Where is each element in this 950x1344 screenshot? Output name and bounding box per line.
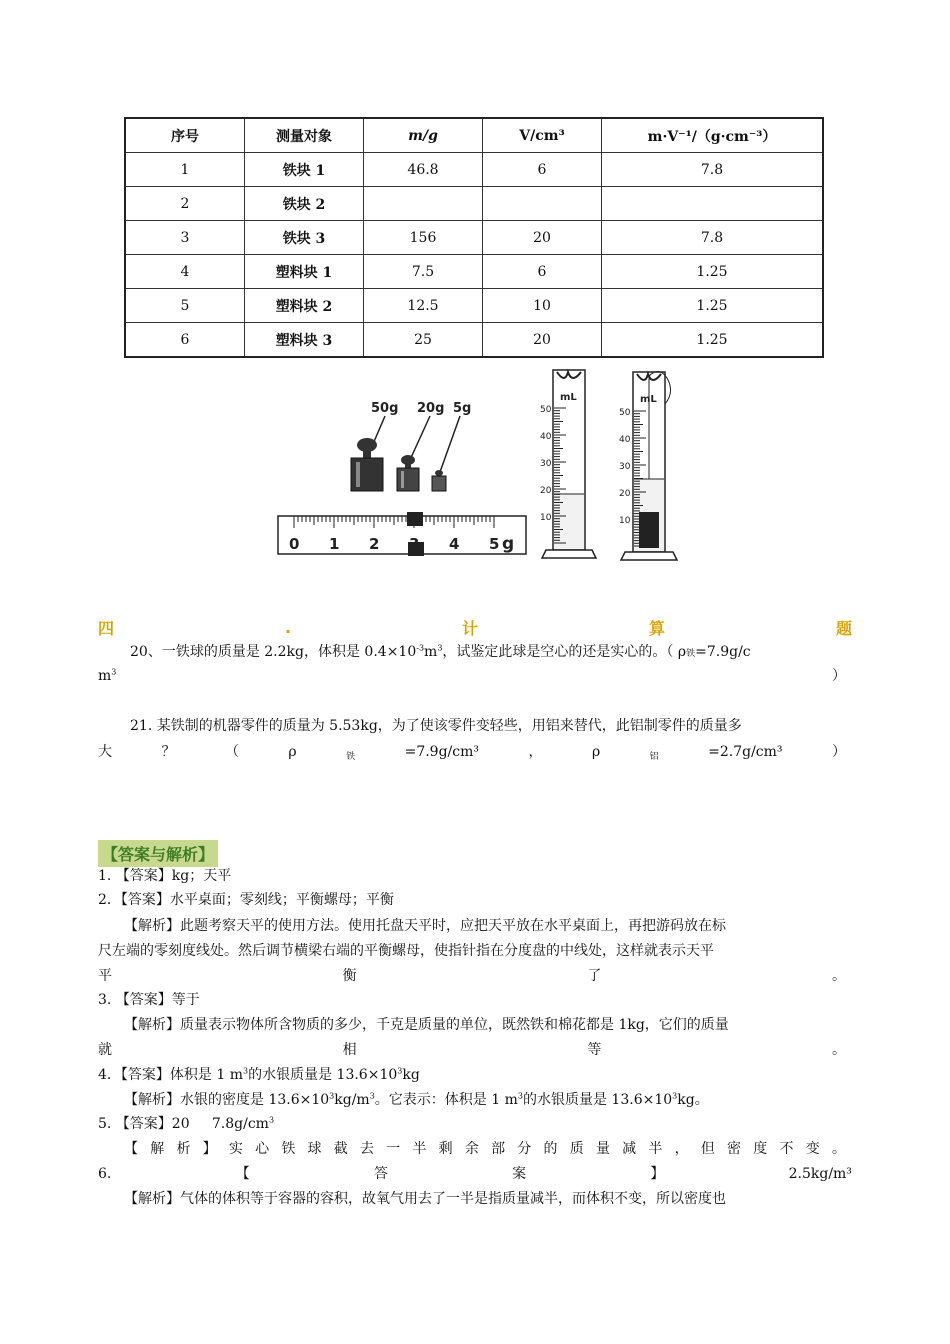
table-cell: 6 <box>483 153 602 187</box>
section-char: 计 <box>462 618 479 638</box>
answers-heading: 【答案与解析】 <box>98 840 218 867</box>
table-cell: 塑料块 3 <box>245 323 364 358</box>
explanation-2-line-1: 【解析】此题考察天平的使用方法。使用托盘天平时，应把天平放在水平桌面上，再把游码放在标 <box>124 918 726 934</box>
measuring-cylinder-with-object <box>615 364 685 564</box>
weight-label-50g: 50g <box>371 401 399 416</box>
table-cell: 塑料块 2 <box>245 289 364 323</box>
section-char: . <box>284 617 292 637</box>
table-cell: 塑料块 1 <box>245 255 364 289</box>
table-cell: 7.8 <box>602 153 824 187</box>
cylinder-2-tick-20: 20 <box>619 489 631 499</box>
cylinder-1-tick-20: 20 <box>540 486 552 496</box>
submerged-object <box>639 512 659 548</box>
table-cell: 6 <box>483 255 602 289</box>
cylinder-1-tick-50: 50 <box>540 405 552 415</box>
table-cell: 7.8 <box>602 221 824 255</box>
header-object: 测量对象 <box>245 118 364 153</box>
weight-label-20g: 20g <box>417 401 445 416</box>
scale-label-2: 2 <box>369 535 380 553</box>
table-cell: 156 <box>364 221 483 255</box>
table-cell: 46.8 <box>364 153 483 187</box>
question-21-line-1: 21. 某铁制的机器零件的质量为 5.53kg，为了使该零件变轻些，用铝来替代，此铝制零件的质量多 <box>130 718 742 734</box>
table-cell: 6 <box>125 323 245 358</box>
cylinder-2-tick-10: 10 <box>619 516 631 526</box>
explanation-4: 【解析】水银的密度是 $13.6\times 10^3kg/m^3$。它表示：体积是 1 $m^3$的水银质量是 $13.6\times 10^3kg$。 <box>124 1091 709 1108</box>
balance-weights-figure <box>270 362 532 562</box>
rider-bottom <box>408 542 424 556</box>
rider-scale <box>278 512 526 556</box>
answer-2: 2．【答案】水平桌面；零刻线；平衡螺母；平衡 <box>98 892 394 908</box>
weight-label-5g: 5g <box>453 401 472 416</box>
table-cell <box>364 187 483 221</box>
scale-label-0: 0 <box>289 535 300 553</box>
section-char: 算 <box>648 618 665 638</box>
cylinder-2-tick-50: 50 <box>619 408 631 418</box>
cylinder-2-tick-40: 40 <box>619 435 631 445</box>
header-volume: V/cm³ <box>483 118 602 153</box>
explanation-3-line-2: 就 相 等 。 <box>98 1042 846 1058</box>
explanation-6: 【解析】气体的体积等于容器的容积，故氧气用去了一半是指质量减半，而体积不变，所以密度也 <box>124 1191 726 1207</box>
table-header-row <box>125 118 823 153</box>
table-row <box>125 187 823 221</box>
question-21-line-2: 大 ？ （ ρ 铁 =7.9g/cm³ ， ρ 铝 =2.7g/cm³ ） <box>98 744 846 762</box>
table-cell: 4 <box>125 255 245 289</box>
table-cell: 12.5 <box>364 289 483 323</box>
table-body <box>125 153 823 358</box>
weight-labels <box>371 401 471 416</box>
table-cell: 7.5 <box>364 255 483 289</box>
measurement-table <box>124 117 824 358</box>
table-row <box>125 255 823 289</box>
explanation-2-line-3: 平 衡 了 。 <box>98 968 846 984</box>
question-20-line-1: 20、一铁球的质量是 2.2kg，体积是 $0.4\times 10^{-3}m^3$，试鉴定此球是空心的还是实心的。（ ρ铁=7.9g/c <box>130 643 751 660</box>
table-cell: 铁块 3 <box>245 221 364 255</box>
scale-label-4: 4 <box>449 535 460 553</box>
table-cell: 2 <box>125 187 245 221</box>
weight-20g <box>397 455 419 491</box>
explanation-2-line-2: 尺左端的零刻度线处。然后调节横梁右端的平衡螺母，使指针指在分度盘的中线处，这样就表示天平 <box>98 943 714 959</box>
cylinder-1-tick-10: 10 <box>540 513 552 523</box>
question-20-line-2: $m^3$ ） <box>98 667 846 684</box>
table-cell: 1.25 <box>602 323 824 358</box>
weight-50g <box>351 438 383 491</box>
table-cell: 20 <box>483 221 602 255</box>
table-cell: 20 <box>483 323 602 358</box>
cylinder-1-tick-40: 40 <box>540 432 552 442</box>
table-cell <box>602 187 824 221</box>
scale-label-1: 1 <box>329 535 340 553</box>
table-cell: 铁块 1 <box>245 153 364 187</box>
table-cell: 铁块 2 <box>245 187 364 221</box>
header-mass: m/g <box>364 118 483 153</box>
weight-5g <box>432 470 446 491</box>
answer-6: 6. 【 答 案 】 2.5kg/m³ <box>98 1166 852 1182</box>
table-cell <box>483 187 602 221</box>
scale-label-5: 5 <box>489 535 500 553</box>
header-ratio: m·V⁻¹/（g·cm⁻³） <box>602 118 824 153</box>
section-heading-calculation <box>98 616 852 638</box>
measuring-cylinder-water <box>538 364 600 560</box>
explanation-5: 【 解 析 】 实 心 铁 球 截 去 一 半 剩 余 部 分 的 质 量 减 半 ， 但 密 度 不 变 。 <box>124 1141 846 1157</box>
table-cell: 5 <box>125 289 245 323</box>
table-cell: 25 <box>364 323 483 358</box>
rider-top <box>407 512 423 526</box>
answer-4: 4．【答案】体积是 1 $m^3$的水银质量是 $13.6\times 10^3kg$ <box>98 1066 420 1083</box>
answer-5: 5. 【答案】20 $7.8g/cm^3$ <box>98 1115 275 1132</box>
table-cell: 1.25 <box>602 289 824 323</box>
header-index: 序号 <box>125 118 245 153</box>
table-row <box>125 221 823 255</box>
table-row <box>125 289 823 323</box>
table-cell: 1 <box>125 153 245 187</box>
answer-3: 3. 【答案】等于 <box>98 992 200 1008</box>
cylinder-2-unit: mL <box>640 394 657 405</box>
section-char: 题 <box>835 618 852 638</box>
table-row <box>125 153 823 187</box>
cylinder-1-tick-30: 30 <box>540 459 552 469</box>
table-cell: 3 <box>125 221 245 255</box>
explanation-3-line-1: 【解析】质量表示物体所含物质的多少，千克是质量的单位，既然铁和棉花都是 1kg，它们的质量 <box>124 1017 729 1033</box>
table-cell: 10 <box>483 289 602 323</box>
cylinder-1-unit: mL <box>560 392 577 403</box>
table-row <box>125 323 823 358</box>
table-cell: 1.25 <box>602 255 824 289</box>
cylinder-2-tick-30: 30 <box>619 462 631 472</box>
answer-1: 1. 【答案】kg；天平 <box>98 868 232 884</box>
section-char: 四 <box>98 618 115 638</box>
scale-unit: g <box>502 534 515 554</box>
